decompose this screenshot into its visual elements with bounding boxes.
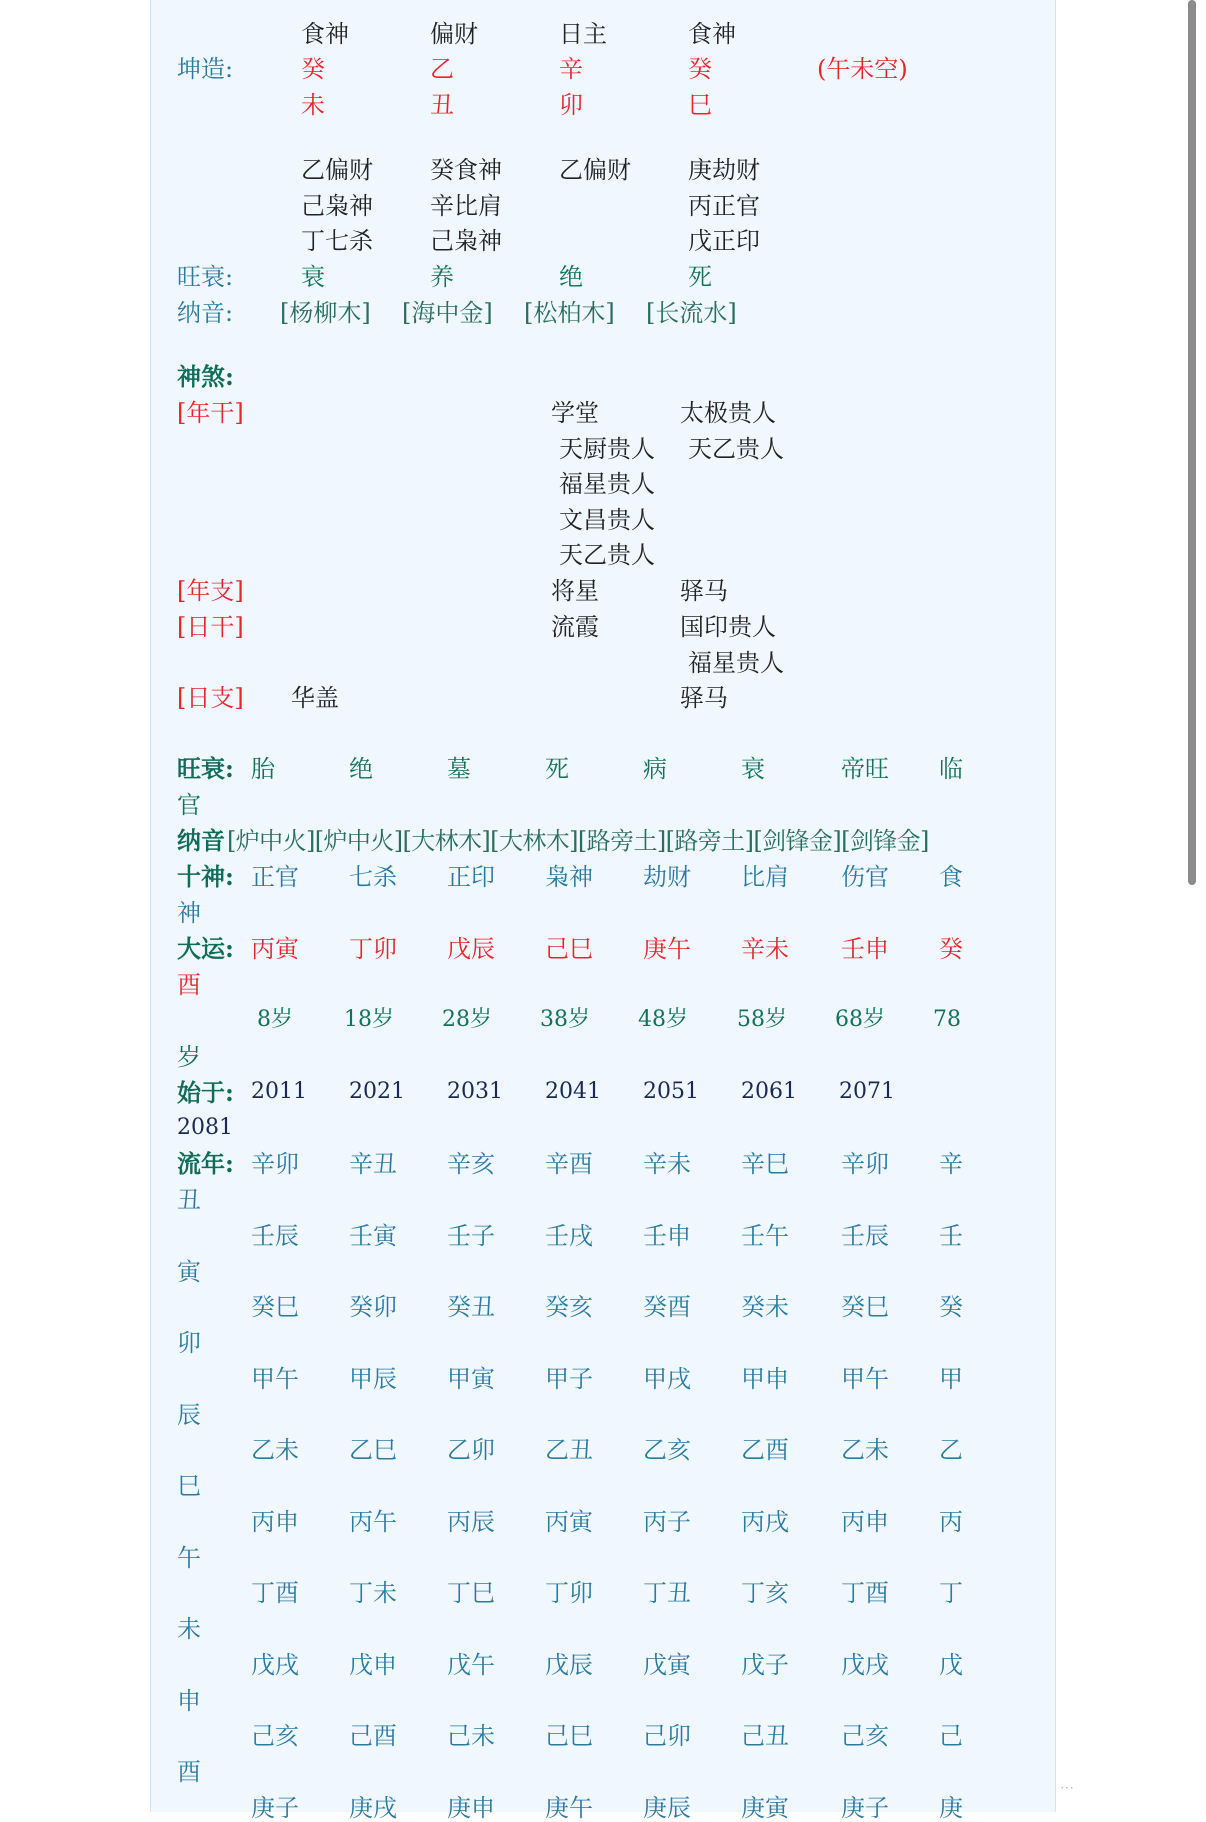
- nayin-2: [海中金]: [402, 299, 493, 327]
- wangshuai-3: 绝: [559, 263, 583, 291]
- start-3: 2031: [447, 1079, 503, 1104]
- nian-gan-col1-4: 文昌贵人: [559, 506, 655, 534]
- liunian-cell: 丁巳: [447, 1579, 495, 1607]
- nian-gan-col2-2: 天乙贵人: [688, 435, 784, 463]
- liunian-cell: 丙: [939, 1508, 963, 1536]
- stem-2: 乙: [430, 55, 454, 83]
- liunian-cell: 戊子: [741, 1651, 789, 1679]
- stem-1: 癸: [301, 55, 325, 83]
- liunian-cell: 乙巳: [349, 1436, 397, 1464]
- liunian-cell: 甲午: [841, 1365, 889, 1393]
- bazi-panel: [150, 0, 1056, 1822]
- liunian-cell: 癸卯: [349, 1293, 397, 1321]
- ri-gan-col2-1: 国印贵人: [680, 613, 776, 641]
- shishen-8: 食: [939, 863, 963, 891]
- liunian-cell: 甲子: [545, 1365, 593, 1393]
- dayun-ws-wrap: 官: [177, 791, 201, 819]
- liunian-wrap: 辰: [177, 1401, 201, 1429]
- wangshuai-1: 衰: [301, 263, 325, 291]
- nian-gan-col2-1: 太极贵人: [680, 399, 776, 427]
- watermark: ⋯: [1060, 1780, 1074, 1796]
- ri-gan-col1: 流霞: [551, 613, 599, 641]
- stem-4: 癸: [688, 55, 712, 83]
- branch-2: 丑: [430, 91, 454, 119]
- shishen-3: 正印: [447, 863, 495, 891]
- start-7: 2071: [839, 1079, 895, 1104]
- start-6: 2061: [741, 1079, 797, 1104]
- kong-note: (午未空): [817, 55, 908, 83]
- header-col-2: 偏财: [430, 20, 478, 48]
- liunian-cell: 丙子: [643, 1508, 691, 1536]
- branch-1: 未: [301, 91, 325, 119]
- liunian-cell: 丙申: [251, 1508, 299, 1536]
- dayun-7: 壬申: [841, 935, 889, 963]
- age-6: 58岁: [737, 1007, 787, 1032]
- start-2: 2021: [349, 1079, 405, 1104]
- kunzao-label: 坤造:: [177, 55, 234, 83]
- liunian-cell: 戊辰: [545, 1651, 593, 1679]
- hidden-3-4: 戊正印: [688, 227, 760, 255]
- liunian-cell: 甲戌: [643, 1365, 691, 1393]
- liunian-cell: 丙戌: [741, 1508, 789, 1536]
- liunian-wrap: 未: [177, 1615, 201, 1643]
- liunian-cell: 癸未: [741, 1293, 789, 1321]
- nian-zhi-col2: 驿马: [680, 577, 728, 605]
- shishen-5: 劫财: [643, 863, 691, 891]
- dayun-ws-6: 衰: [741, 755, 765, 783]
- age-4: 38岁: [540, 1007, 590, 1032]
- dayun-nayin-label: 纳音: [177, 826, 225, 855]
- header-col-4: 食神: [688, 20, 736, 48]
- liunian-cell: 甲寅: [447, 1365, 495, 1393]
- liunian-cell: 癸酉: [643, 1293, 691, 1321]
- liunian-cell: 辛未: [643, 1150, 691, 1178]
- nian-zhi-label: [年支]: [177, 577, 244, 605]
- liunian-cell: 辛: [939, 1150, 963, 1178]
- liunian-wrap: 午: [177, 1544, 201, 1572]
- liunian-cell: 辛亥: [447, 1150, 495, 1178]
- start-5: 2051: [643, 1079, 699, 1104]
- nian-gan-col1-1: 学堂: [551, 399, 599, 427]
- start-wrap: 2081: [177, 1115, 233, 1140]
- dayun-ws-4: 死: [545, 755, 569, 783]
- dayun-3: 戊辰: [447, 935, 495, 963]
- liunian-cell: 癸巳: [841, 1293, 889, 1321]
- liunian-cell: 壬戌: [545, 1222, 593, 1250]
- dayun-ws-5: 病: [643, 755, 667, 783]
- liunian-cell: 庚子: [251, 1794, 299, 1822]
- branch-3: 卯: [559, 91, 583, 119]
- nian-gan-col1-5: 天乙贵人: [559, 541, 655, 569]
- nayin-1: [杨柳木]: [280, 299, 371, 327]
- dayun-ws-1: 胎: [251, 755, 275, 783]
- liunian-cell: 乙未: [841, 1436, 889, 1464]
- ri-gan-col2-2: 福星贵人: [688, 649, 784, 677]
- liunian-cell: 丁卯: [545, 1579, 593, 1607]
- liunian-cell: 辛卯: [841, 1150, 889, 1178]
- liunian-cell: 己巳: [545, 1722, 593, 1750]
- hidden-2-2: 辛比肩: [430, 192, 502, 220]
- liunian-cell: 甲辰: [349, 1365, 397, 1393]
- scrollbar[interactable]: [1188, 0, 1196, 885]
- nian-gan-col1-2: 天厨贵人: [559, 435, 655, 463]
- liunian-cell: 己酉: [349, 1722, 397, 1750]
- shishen-2: 七杀: [349, 863, 397, 891]
- liunian-cell: 癸亥: [545, 1293, 593, 1321]
- liunian-cell: 癸: [939, 1293, 963, 1321]
- header-col-1: 食神: [301, 20, 349, 48]
- dayun-ws-2: 绝: [349, 755, 373, 783]
- dayun-4: 己巳: [545, 935, 593, 963]
- liunian-cell: 丁: [939, 1579, 963, 1607]
- branch-4: 巳: [688, 91, 712, 119]
- liunian-cell: 癸丑: [447, 1293, 495, 1321]
- age-2: 18岁: [344, 1007, 394, 1032]
- nian-zhi-col1: 将星: [551, 577, 599, 605]
- liunian-cell: 甲: [939, 1365, 963, 1393]
- liunian-cell: 戊午: [447, 1651, 495, 1679]
- liunian-cell: 甲午: [251, 1365, 299, 1393]
- nian-gan-label: [年干]: [177, 399, 244, 427]
- liunian-cell: 己未: [447, 1722, 495, 1750]
- liunian-cell: 丁亥: [741, 1579, 789, 1607]
- liunian-cell: 戊寅: [643, 1651, 691, 1679]
- liunian-wrap: 巳: [177, 1472, 201, 1500]
- shishen-7: 伤官: [841, 863, 889, 891]
- hidden-1-2: 癸食神: [430, 156, 502, 184]
- age-8: 78: [933, 1007, 961, 1032]
- nayin-4: [长流水]: [646, 299, 737, 327]
- dayun-nayin-text: [炉中火][炉中火][大林木][大林木][路旁土][路旁土][剑锋金][剑锋金]: [227, 827, 929, 855]
- liunian-cell: 庚子: [841, 1794, 889, 1822]
- hidden-1-3: 乙偏财: [559, 156, 631, 184]
- dayun-wrap: 酉: [177, 971, 201, 999]
- dayun-wangshuai-label: 旺衰:: [177, 754, 234, 783]
- liunian-cell: 庚申: [447, 1794, 495, 1822]
- age-wrap: 岁: [177, 1043, 201, 1071]
- liunian-cell: 己卯: [643, 1722, 691, 1750]
- liunian-cell: 己亥: [841, 1722, 889, 1750]
- liunian-cell: 辛巳: [741, 1150, 789, 1178]
- start-label: 始于:: [177, 1078, 234, 1107]
- liunian-cell: 丙寅: [545, 1508, 593, 1536]
- hidden-1-4: 庚劫财: [688, 156, 760, 184]
- liunian-cell: 己: [939, 1722, 963, 1750]
- liunian-cell: 戊戌: [841, 1651, 889, 1679]
- liunian-cell: 庚午: [545, 1794, 593, 1822]
- header-col-3: 日主: [559, 20, 607, 48]
- nayin-label: 纳音:: [177, 299, 234, 327]
- dayun-2: 丁卯: [349, 935, 397, 963]
- ri-zhi-label: [日支]: [177, 684, 244, 712]
- ri-gan-label: [日干]: [177, 613, 244, 641]
- hidden-2-1: 己枭神: [301, 192, 373, 220]
- liunian-wrap: 酉: [177, 1758, 201, 1786]
- shishen-wrap: 神: [177, 899, 201, 927]
- wangshuai-2: 养: [430, 263, 454, 291]
- liunian-cell: 壬寅: [349, 1222, 397, 1250]
- liunian-cell: 壬子: [447, 1222, 495, 1250]
- liunian-cell: 丙午: [349, 1508, 397, 1536]
- liunian-cell: 戊申: [349, 1651, 397, 1679]
- liunian-cell: 壬辰: [251, 1222, 299, 1250]
- shensha-title: 神煞:: [177, 362, 234, 391]
- liunian-cell: 辛酉: [545, 1150, 593, 1178]
- liunian-cell: 辛卯: [251, 1150, 299, 1178]
- liunian-cell: 乙: [939, 1436, 963, 1464]
- shishen-6: 比肩: [741, 863, 789, 891]
- liunian-label: 流年:: [177, 1149, 234, 1178]
- liunian-cell: 己丑: [741, 1722, 789, 1750]
- dayun-ws-7: 帝旺: [841, 755, 889, 783]
- liunian-cell: 壬申: [643, 1222, 691, 1250]
- liunian-cell: 丁未: [349, 1579, 397, 1607]
- liunian-cell: 庚戌: [349, 1794, 397, 1822]
- ri-zhi-left: 华盖: [291, 684, 339, 712]
- liunian-cell: 丁丑: [643, 1579, 691, 1607]
- dayun-1: 丙寅: [251, 935, 299, 963]
- dayun-ws-3: 墓: [447, 755, 471, 783]
- dayun-ws-8: 临: [939, 755, 963, 783]
- hidden-2-4: 丙正官: [688, 192, 760, 220]
- liunian-cell: 乙亥: [643, 1436, 691, 1464]
- wangshuai-label: 旺衰:: [177, 263, 234, 291]
- liunian-cell: 乙未: [251, 1436, 299, 1464]
- liunian-cell: 丁酉: [251, 1579, 299, 1607]
- liunian-cell: 乙酉: [741, 1436, 789, 1464]
- liunian-cell: 丙辰: [447, 1508, 495, 1536]
- shishen-1: 正官: [251, 863, 299, 891]
- hidden-3-2: 己枭神: [430, 227, 502, 255]
- liunian-cell: 戊: [939, 1651, 963, 1679]
- liunian-cell: 己亥: [251, 1722, 299, 1750]
- liunian-cell: 壬辰: [841, 1222, 889, 1250]
- nayin-3: [松柏木]: [524, 299, 615, 327]
- age-7: 68岁: [835, 1007, 885, 1032]
- liunian-cell: 壬午: [741, 1222, 789, 1250]
- dayun-8: 癸: [939, 935, 963, 963]
- liunian-wrap: 卯: [177, 1329, 201, 1357]
- hidden-1-1: 乙偏财: [301, 156, 373, 184]
- liunian-wrap: 申: [177, 1687, 201, 1715]
- liunian-cell: 乙卯: [447, 1436, 495, 1464]
- liunian-cell: 癸巳: [251, 1293, 299, 1321]
- nian-gan-col1-3: 福星贵人: [559, 470, 655, 498]
- ri-zhi-col2: 驿马: [680, 684, 728, 712]
- liunian-cell: 乙丑: [545, 1436, 593, 1464]
- stem-3: 辛: [559, 55, 583, 83]
- dayun-label: 大运:: [177, 934, 234, 963]
- hidden-3-1: 丁七杀: [301, 227, 373, 255]
- dayun-5: 庚午: [643, 935, 691, 963]
- liunian-wrap: 丑: [177, 1186, 201, 1214]
- liunian-cell: 丙申: [841, 1508, 889, 1536]
- age-5: 48岁: [638, 1007, 688, 1032]
- start-1: 2011: [251, 1079, 307, 1104]
- age-3: 28岁: [442, 1007, 492, 1032]
- dayun-6: 辛未: [741, 935, 789, 963]
- wangshuai-4: 死: [688, 263, 712, 291]
- liunian-cell: 丁酉: [841, 1579, 889, 1607]
- liunian-cell: 庚: [939, 1794, 963, 1822]
- liunian-cell: 壬: [939, 1222, 963, 1250]
- shishen-4: 枭神: [545, 863, 593, 891]
- start-4: 2041: [545, 1079, 601, 1104]
- liunian-cell: 甲申: [741, 1365, 789, 1393]
- liunian-cell: 辛丑: [349, 1150, 397, 1178]
- age-1: 8岁: [257, 1007, 293, 1032]
- liunian-cell: 庚寅: [741, 1794, 789, 1822]
- liunian-wrap: 寅: [177, 1258, 201, 1286]
- liunian-cell: 戊戌: [251, 1651, 299, 1679]
- liunian-cell: 庚辰: [643, 1794, 691, 1822]
- shishen-label: 十神:: [177, 862, 234, 891]
